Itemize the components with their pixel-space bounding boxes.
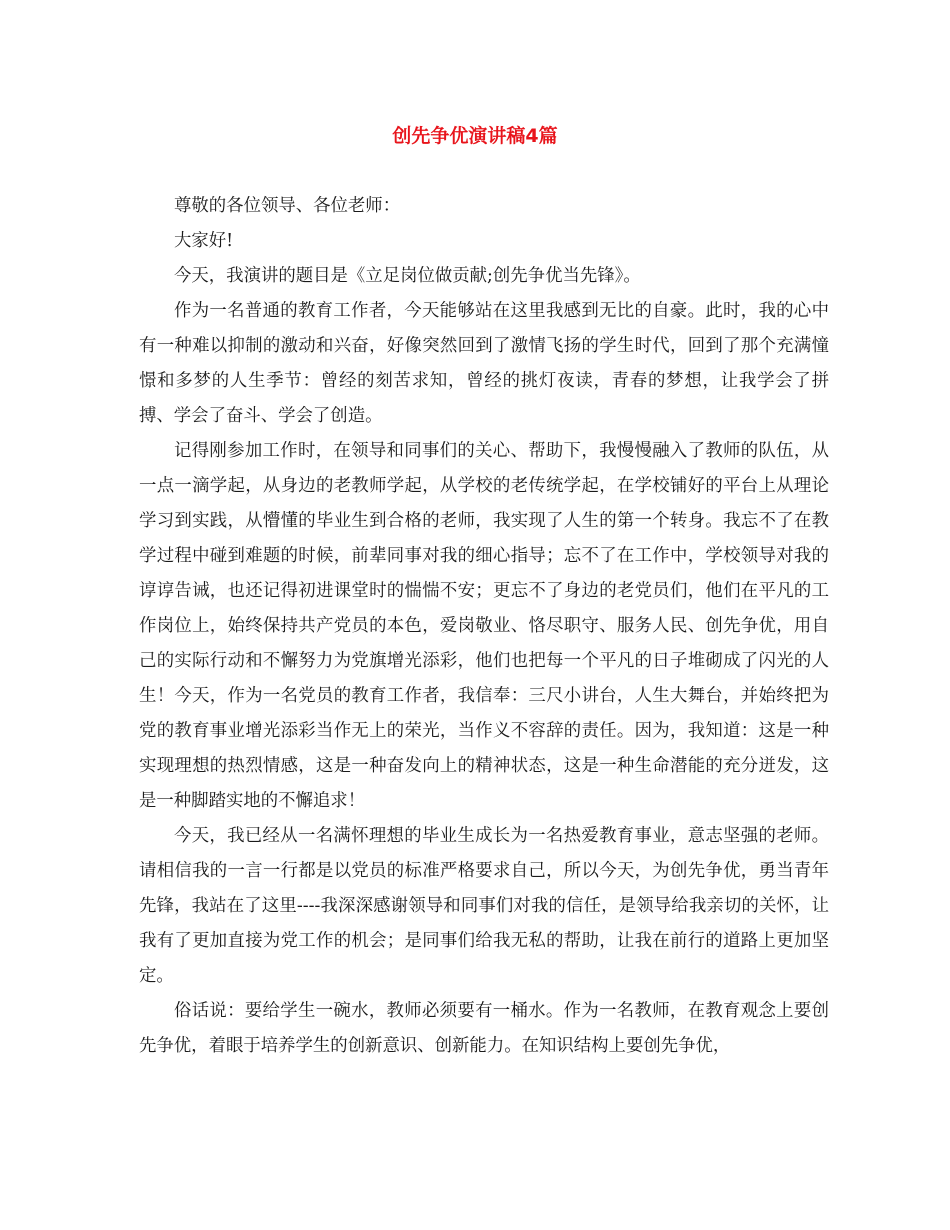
body-paragraph: 今天，我已经从一名满怀理想的毕业生成长为一名热爱教育事业，意志坚强的老师。请相信我的一言一行都是以党员的标准严格要求自己，所以今天，为创先争优，勇当青年先锋，我站在了这里----我深深感谢领导和同事们对我的信任，是领导给我亲切的关怀，让我有了更加直接为党工作的机会；是同事们给我无私的帮助，让我在前行的道路上更加坚定。 xyxy=(139,826,829,986)
body-paragraph: 记得刚参加工作时，在领导和同事们的关心、帮助下，我慢慢融入了教师的队伍，从一点一滴学起，从身边的老教师学起，从学校的老传统学起，在学校铺好的平台上从理论学习到实践，从懵懂的毕业生到合格的老师，我实现了人生的第一个转身。我忘不了在教学过程中碰到难题的时候，前辈同事对我的细心指导；忘不了在工作中，学校领导对我的谆谆告诫，也还记得初进课堂时的惴惴不安；更忘不了身边的老党员们，他们在平凡的工作岗位上，始终保持共产党员的本色，爱岗敬业、恪尽职守、服务人民、创先争优，用自己的实际行动和不懈努力为党旗增光添彩，他们也把每一个平凡的日子堆砌成了闪光的人生！今天，作为一名党员的教育工作者，我信奉：三尺小讲台，人生大舞台，并始终把为党的教育事业增光添彩当作无上的荣光，当作义不容辞的责任。因为，我知道：这是一种实现理想的热烈情感，这是一种奋发向上的精神状态，这是一种生命潜能的充分迸发，这是一种脚踏实地的不懈追求！ xyxy=(139,441,829,811)
salutation-paragraph: 尊敬的各位领导、各位老师： xyxy=(174,196,401,216)
body-paragraph: 作为一名普通的教育工作者，今天能够站在这里我感到无比的自豪。此时，我的心中有一种难以抑制的激动和兴奋，好像突然回到了激情飞扬的学生时代，回到了那个充满憧憬和多梦的人生季节：曾经的刻苦求知，曾经的挑灯夜读，青春的梦想，让我学会了拼搏、学会了奋斗、学会了创造。 xyxy=(139,301,829,426)
topic-paragraph: 今天，我演讲的题目是《立足岗位做贡献;创先争优当先锋》。 xyxy=(174,266,641,286)
body-paragraph: 俗话说：要给学生一碗水，教师必须要有一桶水。作为一名教师，在教育观念上要创先争优，着眼于培养学生的创新意识、创新能力。在知识结构上要创先争优， xyxy=(139,1001,829,1056)
document-title: 创先争优演讲稿4篇 xyxy=(392,125,558,147)
document-body xyxy=(139,189,829,1064)
greeting-paragraph: 大家好! xyxy=(174,231,234,251)
